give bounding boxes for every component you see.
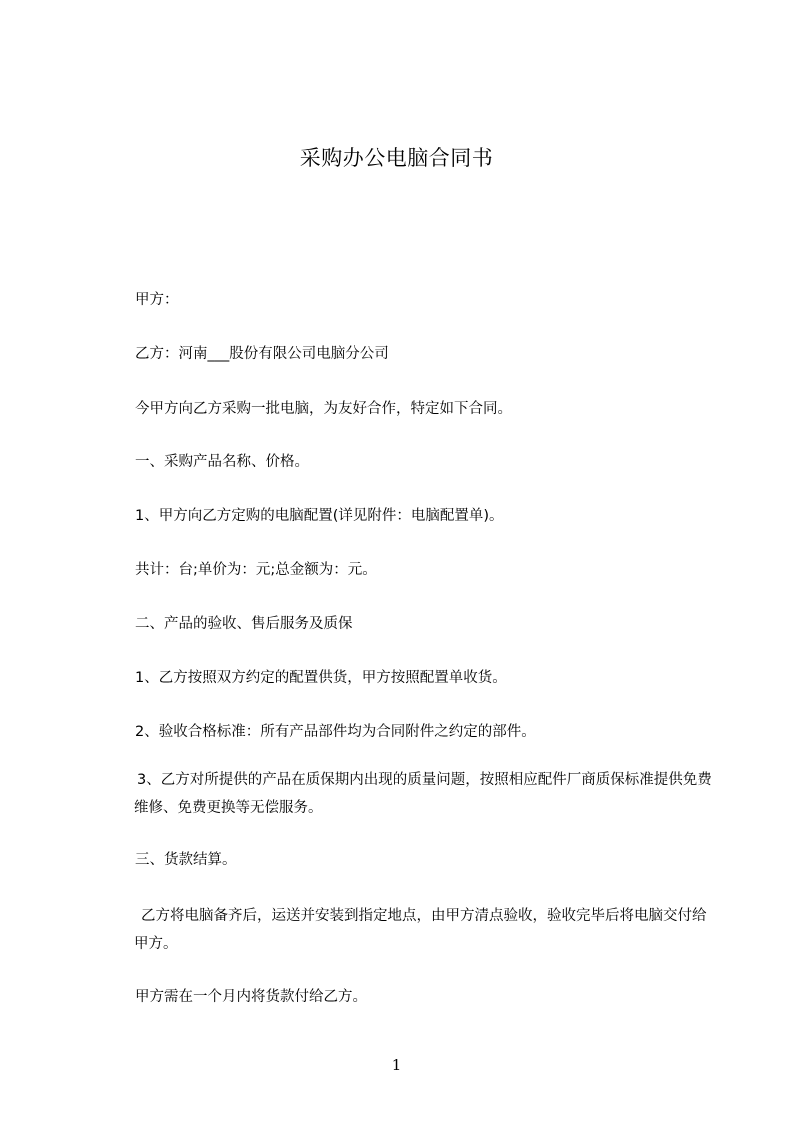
party-b-line: 乙方：河南___股份有限公司电脑分公司 — [135, 346, 389, 362]
section-1-total-line: 共计：台;单价为：元;总金额为：元。 — [135, 562, 377, 578]
section-2-item-3: 3、乙方对所提供的产品在质保期内出现的质量问题，按照相应配件厂商质保标准提供免费维修、免费更换等无偿服务。 — [134, 772, 712, 816]
document-title: 采购办公电脑合同书 — [299, 146, 494, 170]
section-3-paragraph-2: 甲方需在一个月内将货款付给乙方。 — [135, 989, 367, 1005]
section-1-item-1: 1、甲方向乙方定购的电脑配置(详见附件：电脑配置单)。 — [135, 508, 504, 524]
intro-paragraph: 今甲方向乙方采购一批电脑，为友好合作，特定如下合同。 — [135, 401, 512, 417]
section-2-item-1: 1、乙方按照双方约定的配置供货，甲方按照配置单收货。 — [135, 670, 507, 686]
page-number: 1 — [391, 1056, 402, 1074]
section-2-heading: 二、产品的验收、售后服务及质保 — [135, 616, 353, 632]
section-3-paragraph-1: 乙方将电脑备齐后，运送并安装到指定地点，由甲方清点验收，验收完毕后将电脑交付给甲方。 — [134, 908, 707, 952]
section-1-heading: 一、采购产品名称、价格。 — [135, 454, 309, 470]
section-3-heading: 三、货款结算。 — [135, 852, 237, 868]
party-a-line: 甲方： — [135, 292, 179, 308]
section-2-item-2: 2、验收合格标准：所有产品部件均为合同附件之约定的部件。 — [135, 724, 536, 740]
